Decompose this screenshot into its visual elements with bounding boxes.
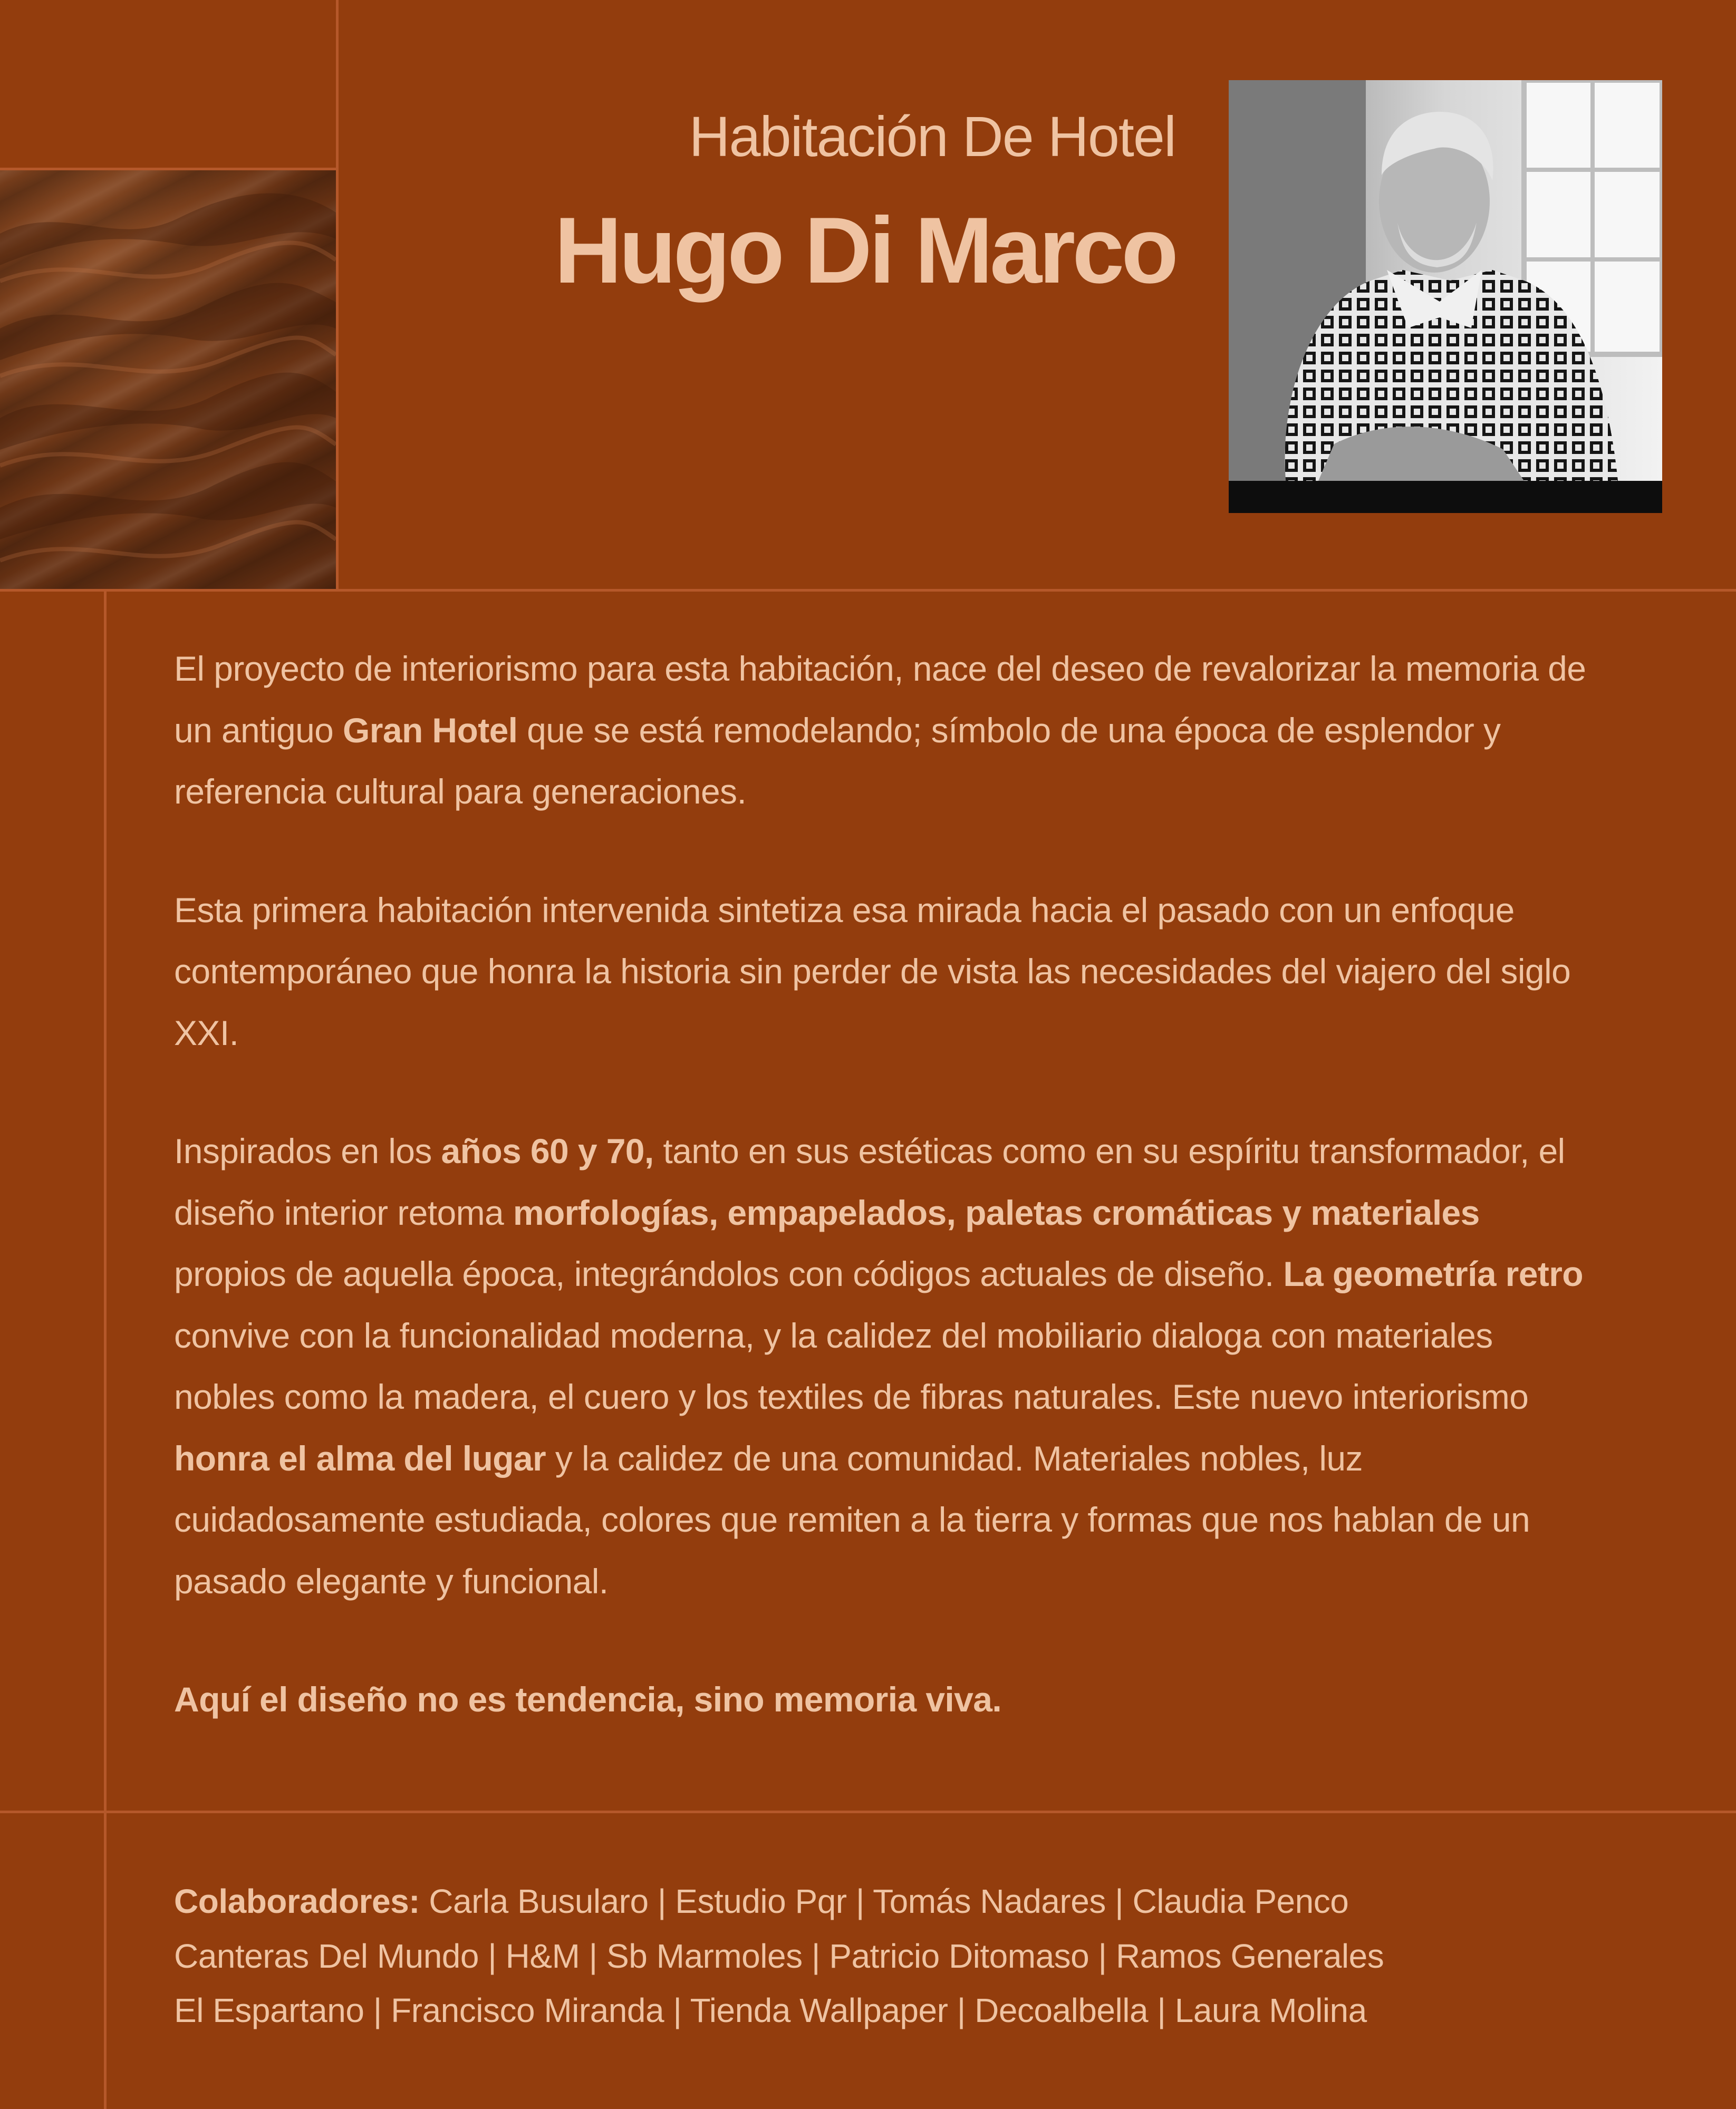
- subtitle: Habitación De Hotel: [689, 104, 1175, 168]
- text-run: Inspirados en los: [174, 1131, 441, 1170]
- sand-dunes-graphic: [0, 170, 336, 589]
- text-run: convive con la funcionalidad moderna, y la calidez del mobiliario dialoga con materiales nobles como la madera, el cuero y los textiles de fibras naturales. Este nuevo interiorismo: [174, 1315, 1529, 1416]
- page-title: Hugo Di Marco: [554, 198, 1175, 303]
- text-run: tanto en sus estéticas como en su espíritu transformador, el diseño interior retoma: [174, 1131, 1565, 1232]
- grid-line-top-vertical: [336, 0, 339, 592]
- collaborators: [174, 1874, 1703, 2038]
- sand-texture-image: [0, 170, 336, 589]
- text-run: Esta primera habitación intervenida sintetiza esa mirada hacia el pasado con un enfoque contemporáneo que honra la historia sin perder de vista las necesidades del viajero del siglo XXI.: [174, 890, 1571, 1052]
- paragraph-intro: [174, 638, 1598, 823]
- collaborators-line: El Espartano | Francisco Miranda | Tienda Wallpaper | Decoalbella | Laura Molina: [174, 1991, 1367, 2029]
- emphasis-closing: Aquí el diseño no es tendencia, sino: [174, 1680, 774, 1719]
- collaborators-line: [174, 1874, 1703, 1929]
- grid-line-header-divider: [0, 589, 1736, 592]
- emphasis-geometry: La geometría retro: [1283, 1254, 1584, 1293]
- paragraph-inspiration: [174, 1120, 1598, 1612]
- emphasis-gran-hotel: Gran Hotel: [343, 710, 518, 750]
- text-run: propios de aquella época, integrándolos con códigos actuales de diseño.: [174, 1254, 1284, 1293]
- grid-line-left-vertical: [104, 589, 107, 2109]
- paragraph-closing: [174, 1669, 1598, 1730]
- portrait-photo: [1229, 80, 1662, 513]
- collaborators-line: Canteras Del Mundo | H&M | Sb Marmoles | Patricio Ditomaso | Ramos Generales: [174, 1937, 1384, 1975]
- grid-line-footer-divider: [0, 1811, 1736, 1813]
- collaborators-names: Carla Busularo | Estudio Pqr | Tomás Nadares | Claudia Penco: [419, 1882, 1349, 1920]
- text-run: El proyecto de interiorismo para esta habitación, nace del deseo de revalorizar la memoria de un antiguo: [174, 649, 1586, 750]
- text-run: que se está remodelando; símbolo de una época de esplendor y referencia cultural para generaciones.: [174, 710, 1501, 811]
- paragraph-first-room: [174, 879, 1598, 1064]
- emphasis-decades: años 60 y 70,: [441, 1131, 654, 1170]
- text-run: y la calidez de una comunidad. Materiales nobles, luz cuidadosamente estudiada, colores que remiten a la tierra y formas que nos hablan de un pasado elegante y funcional.: [174, 1438, 1530, 1601]
- portrait-graphic: [1229, 80, 1662, 513]
- emphasis-materials: morfologías, empapelados, paletas cromáticas y materiales: [513, 1193, 1480, 1232]
- emphasis-memory: memoria viva.: [773, 1680, 1002, 1719]
- collaborators-label: Colaboradores:: [174, 1882, 420, 1920]
- body-text: [174, 638, 1598, 1730]
- emphasis-soul: honra el alma del lugar: [174, 1438, 546, 1478]
